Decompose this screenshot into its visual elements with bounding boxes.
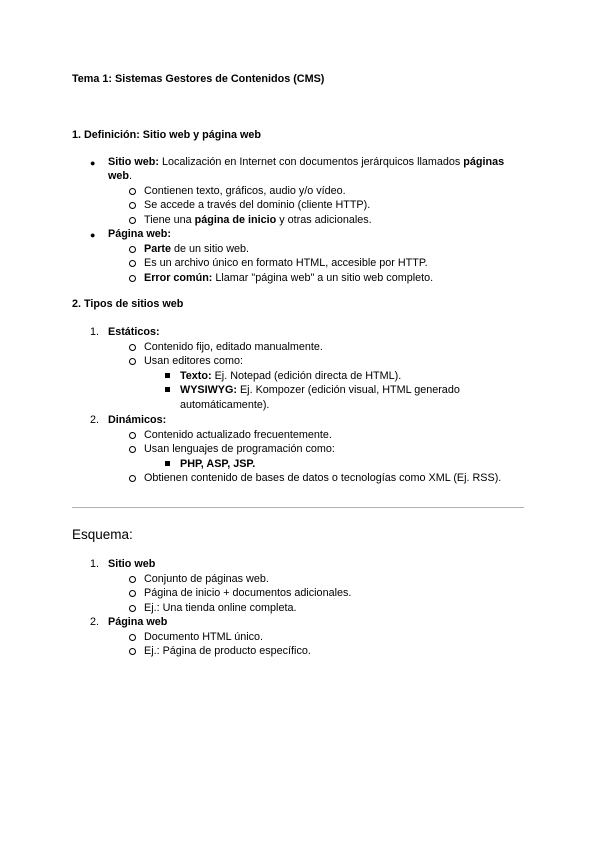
list-item: Página de inicio + documentos adicionales.	[144, 587, 352, 599]
list-item: Parte de un sitio web.	[144, 243, 250, 255]
square-bullet-icon	[165, 461, 170, 466]
section2-heading: 2. Tipos de sitios web	[72, 298, 184, 310]
esquema-sitio-label: Sitio web	[108, 558, 156, 570]
esquema-heading: Esquema:	[72, 527, 133, 542]
circle-bullet-icon	[129, 358, 136, 365]
list-subitem: WYSIWYG: Ej. Kompozer (edición visual, HTML generado	[180, 384, 460, 396]
horizontal-divider	[72, 507, 524, 508]
circle-bullet-icon	[129, 217, 136, 224]
pagina-web-label: Página web:	[108, 228, 171, 240]
document-title: Tema 1: Sistemas Gestores de Contenidos (CMS)	[72, 73, 325, 85]
circle-bullet-icon	[129, 202, 136, 209]
circle-bullet-icon	[129, 344, 136, 351]
sitio-web-definition-cont: web.	[108, 170, 132, 182]
bullet-dot-icon: ●	[90, 230, 96, 240]
sitio-web-definition: Sitio web: Localización en Internet con documentos jerárquicos llamados páginas	[108, 156, 505, 168]
list-item: Conjunto de páginas web.	[144, 573, 269, 585]
circle-bullet-icon	[129, 634, 136, 641]
list-item: Documento HTML único.	[144, 631, 264, 643]
list-number: 2.	[90, 414, 100, 426]
circle-bullet-icon	[129, 576, 136, 583]
list-item: Usan lenguajes de programación como:	[144, 443, 335, 455]
list-item: Es un archivo único en formato HTML, accesible por HTTP.	[144, 257, 428, 269]
list-item: Ej.: Una tienda online completa.	[144, 602, 297, 614]
list-subitem: Texto: Ej. Notepad (edición directa de HTML).	[180, 370, 402, 382]
dinamicos-label: Dinámicos:	[108, 414, 167, 426]
list-number: 1.	[90, 326, 100, 338]
circle-bullet-icon	[129, 648, 136, 655]
list-item: Obtienen contenido de bases de datos o tecnologías como XML (Ej. RSS).	[144, 472, 502, 484]
circle-bullet-icon	[129, 590, 136, 597]
list-item: Contienen texto, gráficos, audio y/o vídeo.	[144, 185, 346, 197]
esquema-pagina-label: Página web	[108, 616, 168, 628]
circle-bullet-icon	[129, 475, 136, 482]
list-item: Error común: Llamar "página web" a un sitio web completo.	[144, 272, 434, 284]
list-item: Ej.: Página de producto específico.	[144, 645, 311, 657]
circle-bullet-icon	[129, 260, 136, 267]
list-number: 1.	[90, 558, 100, 570]
list-number: 2.	[90, 616, 100, 628]
square-bullet-icon	[165, 387, 170, 392]
circle-bullet-icon	[129, 605, 136, 612]
circle-bullet-icon	[129, 432, 136, 439]
list-subitem-cont: automáticamente).	[180, 399, 270, 411]
circle-bullet-icon	[129, 446, 136, 453]
estaticos-label: Estáticos:	[108, 326, 160, 338]
circle-bullet-icon	[129, 188, 136, 195]
list-item: Usan editores como:	[144, 355, 244, 367]
list-item: Contenido fijo, editado manualmente.	[144, 341, 323, 353]
list-subitem: PHP, ASP, JSP.	[180, 458, 256, 470]
bullet-dot-icon: ●	[90, 158, 96, 168]
list-item: Contenido actualizado frecuentemente.	[144, 429, 332, 441]
section1-heading: 1. Definición: Sitio web y página web	[72, 129, 261, 141]
circle-bullet-icon	[129, 246, 136, 253]
circle-bullet-icon	[129, 275, 136, 282]
list-item: Se accede a través del dominio (cliente HTTP).	[144, 199, 371, 211]
list-item: Tiene una página de inicio y otras adicionales.	[144, 214, 372, 226]
square-bullet-icon	[165, 373, 170, 378]
